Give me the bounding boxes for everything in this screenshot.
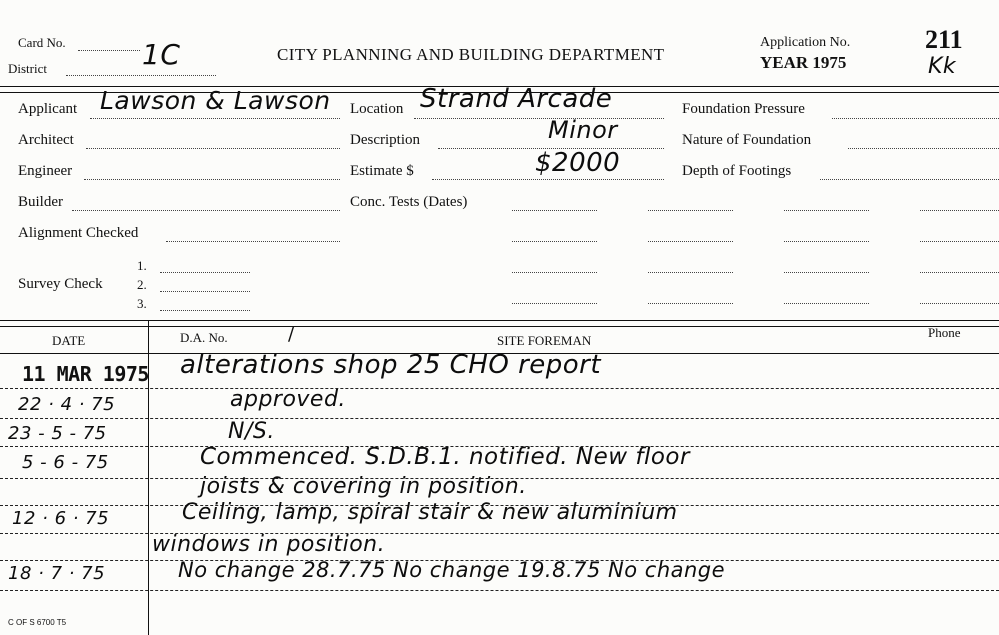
year-label: YEAR 1975 xyxy=(760,53,847,72)
log-entry: alterations shop 25 CHO report xyxy=(180,350,602,380)
site-foreman-header: SITE FOREMAN xyxy=(497,333,592,348)
description-value: Minor xyxy=(548,116,618,144)
date-header: DATE xyxy=(52,333,86,348)
phone-header: Phone xyxy=(928,325,961,340)
nature-foundation-label: Nature of Foundation xyxy=(682,132,812,148)
depth-footings-label: Depth of Footings xyxy=(682,163,792,179)
log-entry: Ceiling, lamp, spiral stair & new aluminium xyxy=(182,500,678,525)
log-top-rule-2 xyxy=(0,326,999,327)
log-top-rule xyxy=(0,320,999,321)
log-date-stamp: 11 MAR 1975 xyxy=(22,362,149,386)
survey-number-3: 3. xyxy=(137,296,147,311)
builder-label: Builder xyxy=(18,194,63,210)
architect-label: Architect xyxy=(18,132,74,148)
log-entry: windows in position. xyxy=(152,532,386,557)
foundation-pressure-label: Foundation Pressure xyxy=(682,101,805,117)
log-date: 22 · 4 · 75 xyxy=(18,394,116,415)
log-entry: approved. xyxy=(230,387,346,412)
estimate-value: $2000 xyxy=(535,148,621,178)
survey-label: Survey Check xyxy=(18,276,103,292)
applicant-label: Applicant xyxy=(18,101,78,117)
application-no-value: 211 xyxy=(925,25,963,54)
da-mark: / xyxy=(288,324,295,345)
district-label: District xyxy=(8,61,47,76)
log-date: 12 · 6 · 75 xyxy=(12,508,110,529)
log-entry: joists & covering in position. xyxy=(200,474,527,499)
log-date: 18 · 7 · 75 xyxy=(8,563,106,584)
da-header: D.A. No. xyxy=(180,330,228,345)
description-label: Description xyxy=(350,132,420,148)
location-value: Strand Arcade xyxy=(420,84,613,114)
location-label: Location xyxy=(350,101,404,117)
applicant-value: Lawson & Lawson xyxy=(100,86,331,115)
department-title: CITY PLANNING AND BUILDING DEPARTMENT xyxy=(277,45,665,64)
survey-number-2: 2. xyxy=(137,277,147,292)
log-date: 23 - 5 - 75 xyxy=(8,423,107,444)
estimate-label: Estimate $ xyxy=(350,163,414,179)
engineer-label: Engineer xyxy=(18,163,73,179)
log-date: 5 - 6 - 75 xyxy=(22,452,109,473)
log-entry: N/S. xyxy=(228,419,275,444)
application-no-label: Application No. xyxy=(760,35,851,50)
conc-tests-label: Conc. Tests (Dates) xyxy=(350,194,468,210)
initials-mark: Kk xyxy=(928,54,957,79)
form-code: C OF S 6700 T5 xyxy=(8,618,67,627)
alignment-label: Alignment Checked xyxy=(18,225,139,241)
log-entry: Commenced. S.D.B.1. notified. New floor xyxy=(200,444,690,470)
survey-number-1: 1. xyxy=(137,258,147,273)
card-no-label: Card No. xyxy=(18,35,66,50)
card-no-value: 1C xyxy=(142,38,181,71)
log-entry: No change 28.7.75 No change 19.8.75 No change xyxy=(178,558,726,582)
